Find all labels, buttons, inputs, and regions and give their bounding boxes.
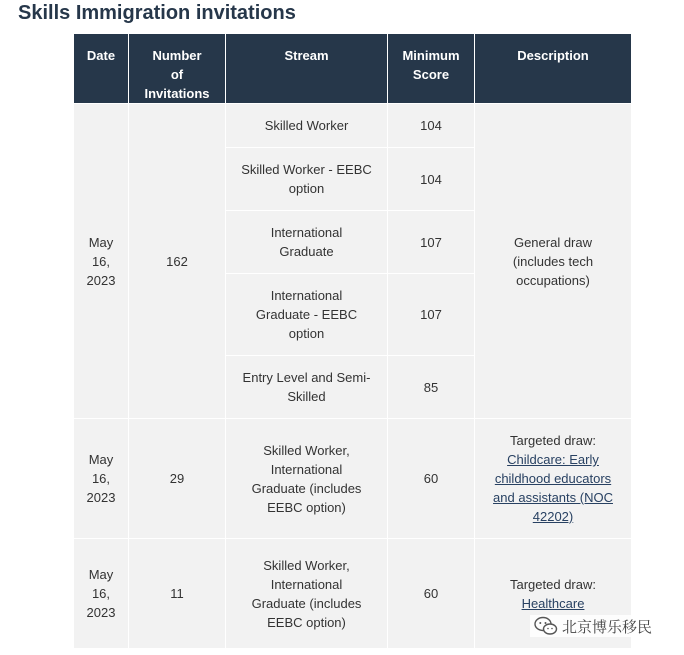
date-cell: May 16, 2023 [74, 539, 129, 649]
header-description: Description [475, 34, 632, 104]
invitations-cell: 11 [129, 539, 226, 649]
score-cell: 104 [388, 104, 475, 148]
stream-cell: Skilled Worker, International Graduate (includes EEBC option) [226, 539, 388, 649]
page-title: Skills Immigration invitations [18, 2, 296, 24]
header-stream: Stream [226, 34, 388, 104]
watermark [530, 615, 656, 637]
healthcare-link[interactable]: Healthcare [521, 595, 585, 611]
table-row [74, 104, 632, 148]
description-prefix: Targeted draw: [510, 433, 596, 448]
stream-cell: International Graduate - EEBC option [226, 274, 388, 356]
score-cell: 107 [388, 211, 475, 274]
header-date: Date [74, 34, 129, 104]
date-cell: May 16, 2023 [74, 104, 129, 419]
table-row [74, 419, 632, 539]
score-cell: 107 [388, 274, 475, 356]
description-cell: General draw (includes tech occupations) [475, 104, 632, 419]
description-prefix: Targeted draw: [510, 576, 596, 592]
score-cell: 104 [388, 148, 475, 211]
score-cell: 60 [388, 539, 475, 649]
header-number-of-invitations: Number of Invitations [129, 34, 226, 104]
stream-cell: Skilled Worker, International Graduate (includes EEBC option) [226, 419, 388, 539]
invitations-table [73, 33, 632, 649]
score-cell: 60 [388, 419, 475, 539]
invitations-cell: 162 [129, 104, 226, 419]
header-minimum-score: Minimum Score [388, 34, 475, 104]
score-cell: 85 [388, 356, 475, 419]
description-cell [475, 419, 632, 539]
stream-cell: Skilled Worker - EEBC option [226, 148, 388, 211]
watermark-text: 北京博乐移民 [562, 618, 653, 636]
wechat-icon [534, 616, 558, 636]
table-header-row [74, 34, 632, 104]
date-cell: May 16, 2023 [74, 419, 129, 539]
childcare-noc-link[interactable]: Childcare: Early childhood educators and assistants (NOC 42202) [493, 452, 613, 524]
stream-cell: Skilled Worker [226, 104, 388, 148]
stream-cell: Entry Level and Semi-Skilled [226, 356, 388, 419]
invitations-cell: 29 [129, 419, 226, 539]
stream-cell: International Graduate [226, 211, 388, 274]
